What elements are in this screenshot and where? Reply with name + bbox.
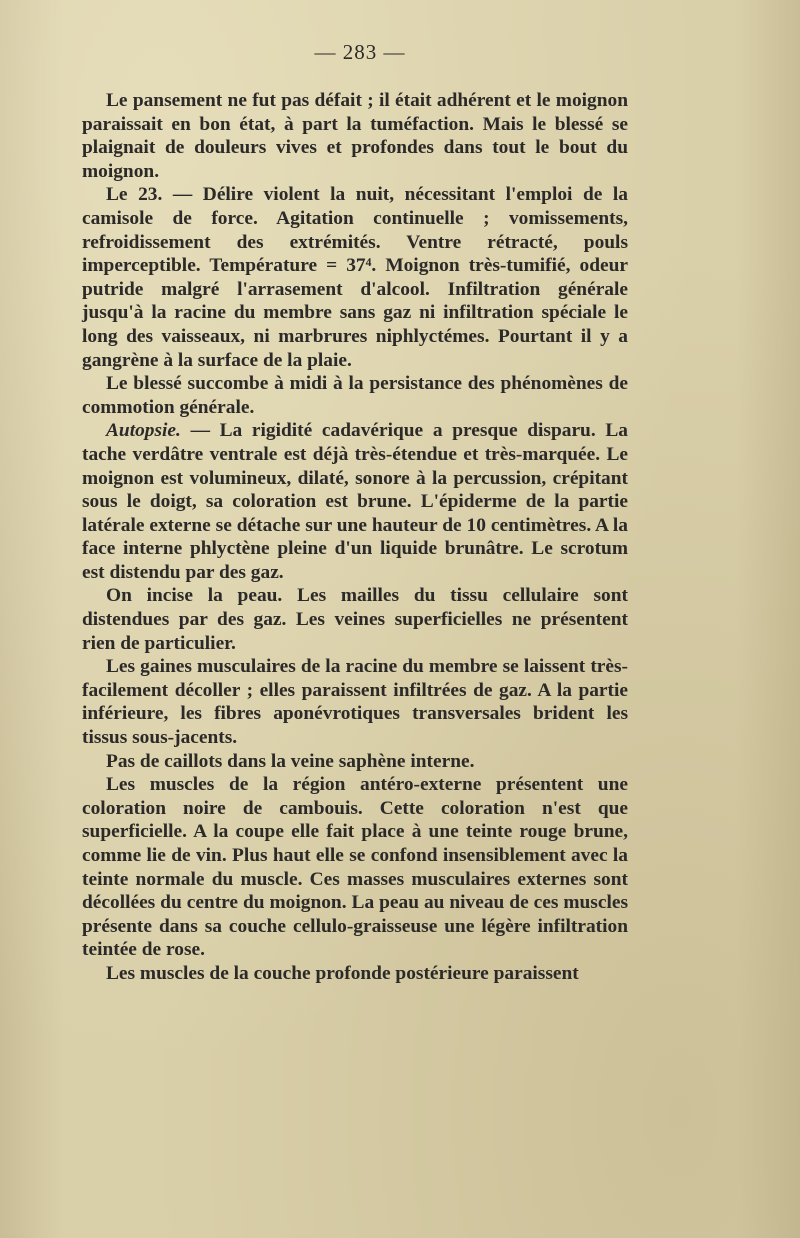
paragraph: Le pansement ne fut pas défait ; il était adhérent et le moignon paraissait en bon état, à part la tuméfaction. Mais le blessé se plaignait de douleurs vives et profondes dans tout le bout du moignon. bbox=[82, 90, 628, 182]
paragraph: Le 23. — Délire violent la nuit, nécessitant l'emploi de la camisole de force. Agitation continuelle ; vomissements, refroidissement des extrémités. Ventre rétracté, pouls imperceptible. Température = 37⁴. Moignon très-tumifié, odeur putride malgré l'arrasement d'alcool. Infiltration générale jusqu'à la racine du membre sans gaz ni infiltration spéciale le long des vaisseaux, ni marbrures niphlyctémes. Pourtant il y a gangrène à la surface de la plaie. bbox=[82, 184, 628, 371]
book-page bbox=[82, 40, 628, 986]
paragraph: Le blessé succombe à midi à la persistance des phénomènes de commotion générale. bbox=[82, 373, 628, 418]
page-number: — 283 — bbox=[314, 40, 406, 64]
paragraph: Les gaines musculaires de la racine du membre se laissent très-facilement décoller ; elles paraissent infiltrées de gaz. A la partie inférieure, les fibres aponévrotiques transversales brident les tissus sous-jacents. bbox=[82, 656, 628, 749]
section-lead: Autopsie. bbox=[106, 420, 181, 442]
paragraph: On incise la peau. Les mailles du tissu cellulaire sont distendues par des gaz. Les veines superficielles ne présentent rien de particulier. bbox=[82, 585, 628, 654]
paragraph: Les muscles de la couche profonde postérieure paraissent bbox=[106, 962, 579, 984]
paragraph: Pas de caillots dans la veine saphène interne. bbox=[106, 750, 475, 772]
paragraph: Les muscles de la région antéro-externe présentent une coloration noire de cambouis. Cette coloration n'est que superficielle. A la coupe elle fait place à une teinte rouge brune, comme lie de vin. Plus haut elle se confond insensiblement avec la teinte normale du muscle. Ces masses musculaires externes sont décollées du centre du moignon. La peau au niveau de ces muscles présente dans sa couche cellulo-graisseuse une légère infiltration teintée de rose. bbox=[82, 774, 628, 961]
paragraph-autopsie: Autopsie. — La rigidité cadavérique a presque disparu. La tache verdâtre ventrale est déjà très-étendue et très-marquée. Le moignon est volumineux, dilaté, sonore à la percussion, crépitant sous le doigt, sa coloration est brune. L'épiderme de la partie latérale externe se détache sur une hauteur de 10 centimètres. A la face interne phlyctène pleine d'un liquide brunâtre. Le scrotum est distendu par des gaz. bbox=[82, 420, 628, 583]
body-text bbox=[82, 89, 628, 986]
